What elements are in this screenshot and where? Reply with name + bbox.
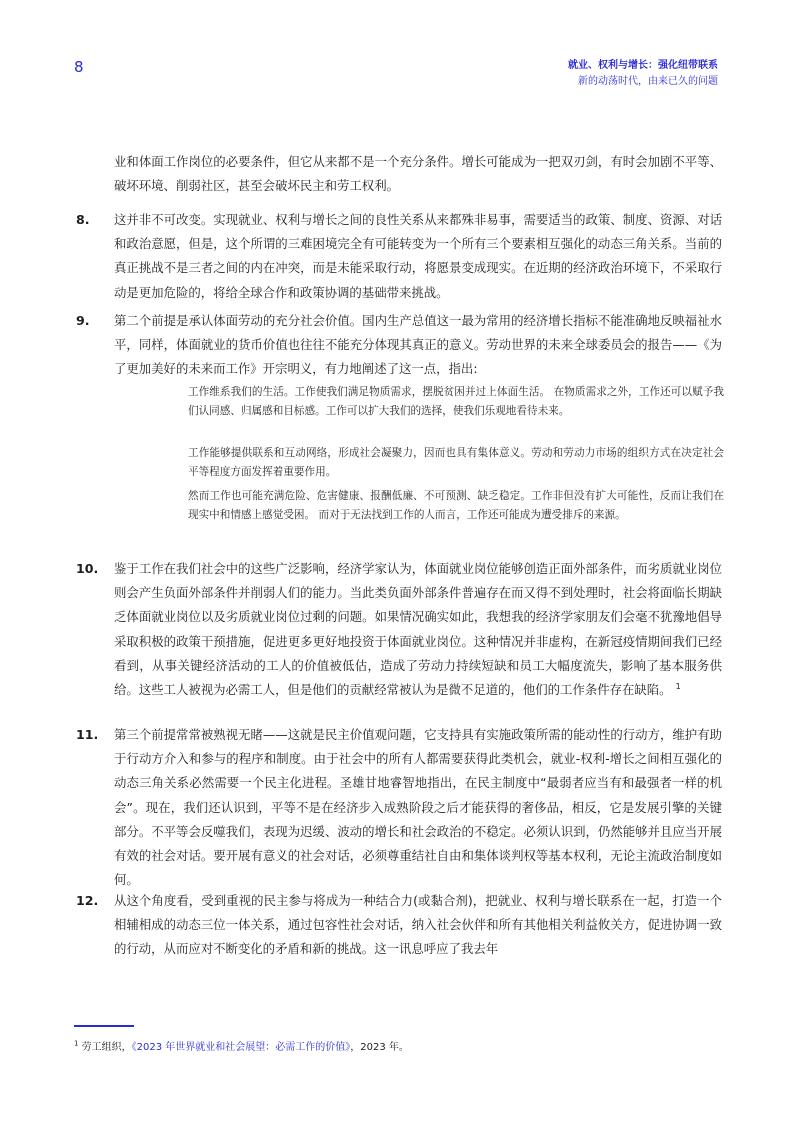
paragraph-number: 9. <box>76 313 90 328</box>
footnote-reference[interactable]: 1 <box>675 681 681 691</box>
footnote-link[interactable]: 《2023 年世界就业和社会展望：必需工作的价值》 <box>131 1042 351 1053</box>
page-number: 8 <box>74 58 84 76</box>
footnote-prefix: 劳工组织， <box>81 1042 132 1053</box>
paragraph-number: 8. <box>76 212 90 227</box>
paragraph-number: 12. <box>76 893 99 908</box>
paragraph-9 <box>76 309 722 382</box>
paragraph-text: 第三个前提常常被熟视无睹——这就是民主价值观问题，它支持具有实施政策所需的能动性的行动方，维护有助于行动方介入和参与的程序和制度。由于社会中的所有人都需要获得此类机会，就业-权利-增长之间相互强化的动态三角关系必然需要一个民主化进程。圣雄甘地睿智地指出，在民主制度中“最弱者应当有和最强者一样的机会”。现在，我们还认识到，平等不是在经济步入成熟阶段之后才能获得的奢侈品，相反，它是发展引擎的关键部分。不平等会反噬我们，表现为迟缓、波动的增长和社会政治的不稳定。必须认识到，仍然能够并且应当开展有效的社会对话。要开展有意义的社会对话，必须尊重结社自由和集体谈判权等基本权利，无论主流政治制度如何。 <box>114 727 722 888</box>
paragraph-text: 鉴于工作在我们社会中的这些广泛影响，经济学家认为，体面就业岗位能够创造正面外部条件，而劣质就业岗位则会产生负面外部条件并削弱人们的能力。当此类负面外部条件普遍存在而又得不到处理时，社会将面临长期缺乏体面就业岗位以及劣质就业岗位过剩的问题。如果情况确实如此，我想我的经济学家朋友们会毫不犹豫地倡导采取积极的政策干预措施，促进更多更好地投资于体面就业岗位。这种情况并非虚构，在新冠疫情期间我们已经看到，从事关键经济活动的工人的价值被低估，造成了劳动力持续短缺和员工大幅度流失，影响了基本服务供给。这些工人被视为必需工人，但是他们的贡献经常被认为是微不足道的，他们的工作条件存在缺陷。 <box>114 561 722 698</box>
block-quote-1: 工作维系我们的生活。工作使我们满足物质需求，摆脱贫困并过上体面生活。 在物质需求之外，工作还可以赋予我们认同感、归属感和目标感。工作可以扩大我们的选择，使我们乐观地看待未来。 <box>188 386 724 417</box>
paragraph-text: 这并非不可改变。实现就业、权利与增长之间的良性关系从来都殊非易事，需要适当的政策、制度、资源、对话和政治意愿，但是，这个所谓的三难困境完全有可能转变为一个所有三个要素相互强化的动态三角关系。当前的真正挑战不是三者之间的内在冲突，而是未能采取行动，将愿景变成现实。在近期的经济政治环境下，不采取行动是更加危险的，将给全球合作和政策协调的基础带来挑战。 <box>114 212 722 300</box>
header-subtitle: 新的动荡时代，由来已久的问题 <box>578 76 718 87</box>
paragraph-12 <box>76 889 722 962</box>
paragraph-text: 从这个角度看，受到重视的民主参与将成为一种结合力(或黏合剂)，把就业、权利与增长联系在一起，打造一个相辅相成的动态三位一体关系，通过包容性社会对话，纳入社会伙伴和所有其他相关利益攸关方，促进协调一致的行动，从而应对不断变化的矛盾和新的挑战。这一讯息呼应了我去年 <box>114 893 722 957</box>
footnote-marker: 1 <box>74 1039 79 1048</box>
paragraph-11 <box>76 723 722 892</box>
paragraph-number: 11. <box>76 727 99 742</box>
block-quote-3: 然而工作也可能充满危险、危害健康、报酬低廉、不可预测、缺乏稳定。工作非但没有扩大可能性，反而让我们在现实中和情感上感觉受困。 而对于无法找到工作的人而言，工作还可能成为遭受排斥的来源。 <box>188 490 724 521</box>
footnote-divider <box>74 1025 134 1027</box>
paragraph-number: 10. <box>76 561 99 576</box>
footnote <box>74 1038 409 1053</box>
paragraph-text: 第二个前提是承认体面劳动的充分社会价值。国内生产总值这一最为常用的经济增长指标不能准确地反映福祉水平，同样，体面就业的货币价值也往往不能充分体现其真正的意义。劳动世界的未来全球委员会的报告——《为了更加美好的未来而工作》开宗明义，有力地阐述了这一点，指出: <box>114 313 722 377</box>
paragraph-text: 业和体面工作岗位的必要条件，但它从来都不是一个充分条件。增长可能成为一把双刃剑，有时会加剧不平等、破坏环境、削弱社区，甚至会破坏民主和劳工权利。 <box>114 154 722 194</box>
paragraph-continuation <box>114 150 722 198</box>
header-title: 就业、权利与增长：强化纽带联系 <box>568 60 718 71</box>
running-header <box>568 58 718 90</box>
footnote-suffix: ，2023 年。 <box>350 1042 409 1053</box>
block-quote-2: 工作能够提供联系和互动网络，形成社会凝聚力，因而也具有集体意义。劳动和劳动力市场的组织方式在决定社会平等程度方面发挥着重要作用。 <box>188 447 724 478</box>
paragraph-10 <box>76 557 722 702</box>
paragraph-8 <box>76 208 722 305</box>
